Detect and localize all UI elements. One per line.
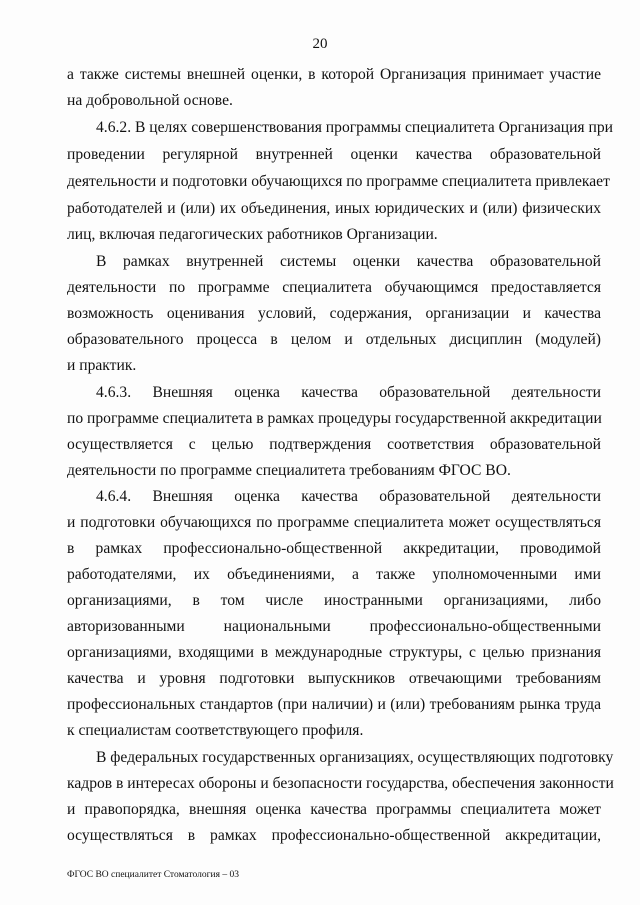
text-line: кадров в интересах обороны и безопасности государства, обеспечения законности (67, 775, 614, 792)
text-line: профессиональных стандартов (при наличии) и (или) требованиям рынка труда (67, 696, 601, 713)
text-line: на добровольной основе. (67, 92, 233, 109)
text-line: В федеральных государственных организациях, осуществляющих подготовку (96, 749, 614, 766)
text-line: авторизованными национальными профессионально-общественными (67, 618, 601, 635)
text-line: к специалистам соответствующего профиля. (67, 722, 364, 739)
text-line: работодателями, их объединениями, а также уполномоченными ими (67, 566, 601, 583)
text-line: проведении регулярной внутренней оценки качества образовательной (67, 146, 601, 163)
text-line: лиц, включая педагогических работников Организации. (67, 226, 438, 243)
text-line: организациями, входящими в международные структуры, с целью признания (67, 644, 601, 661)
text-line: а также системы внешней оценки, в которой Организация принимает участие (67, 66, 601, 83)
text-line: осуществляется с целью подтверждения соответствия образовательной (67, 436, 601, 453)
text-line: 4.6.4. Внешняя оценка качества образовательной деятельности (96, 488, 601, 505)
text-line: и практик. (67, 357, 137, 374)
text-line: по программе специалитета в рамках процедуры государственной аккредитации (67, 410, 602, 427)
text-line: В рамках внутренней системы оценки качества образовательной (96, 253, 601, 270)
text-line: деятельности по программе специалитета обучающимся предоставляется (67, 279, 601, 296)
text-line: образовательного процесса в целом и отдельных дисциплин (модулей) (67, 331, 601, 348)
page-number: 20 (312, 36, 328, 52)
footer: ФГОС ВО специалитет Стоматология – 03 (67, 870, 239, 880)
text-line: и подготовки обучающихся по программе специалитета может осуществляться (67, 514, 601, 531)
text-line: деятельности по программе специалитета требованиям ФГОС ВО. (67, 462, 511, 479)
text-line: в рамках профессионально-общественной аккредитации, проводимой (67, 540, 601, 557)
text-line: качества и уровня подготовки выпускников отвечающими требованиям (67, 670, 601, 687)
text-line: деятельности и подготовки обучающихся по программе специалитета привлекает (67, 173, 610, 190)
text-line: и правопорядка, внешняя оценка качества программы специалитета может (67, 801, 601, 818)
text-line: 4.6.2. В целях совершенствования программы специалитета Организация при (96, 119, 613, 136)
text-line: работодателей и (или) их объединения, иных юридических и (или) физических (67, 200, 601, 217)
text-line: осуществляться в рамках профессионально-общественной аккредитации, (67, 827, 601, 844)
text-line: возможность оценивания условий, содержания, организации и качества (67, 305, 601, 322)
text-line: 4.6.3. Внешняя оценка качества образовательной деятельности (96, 384, 601, 401)
text-line: организациями, в том числе иностранными организациями, либо (67, 592, 601, 609)
